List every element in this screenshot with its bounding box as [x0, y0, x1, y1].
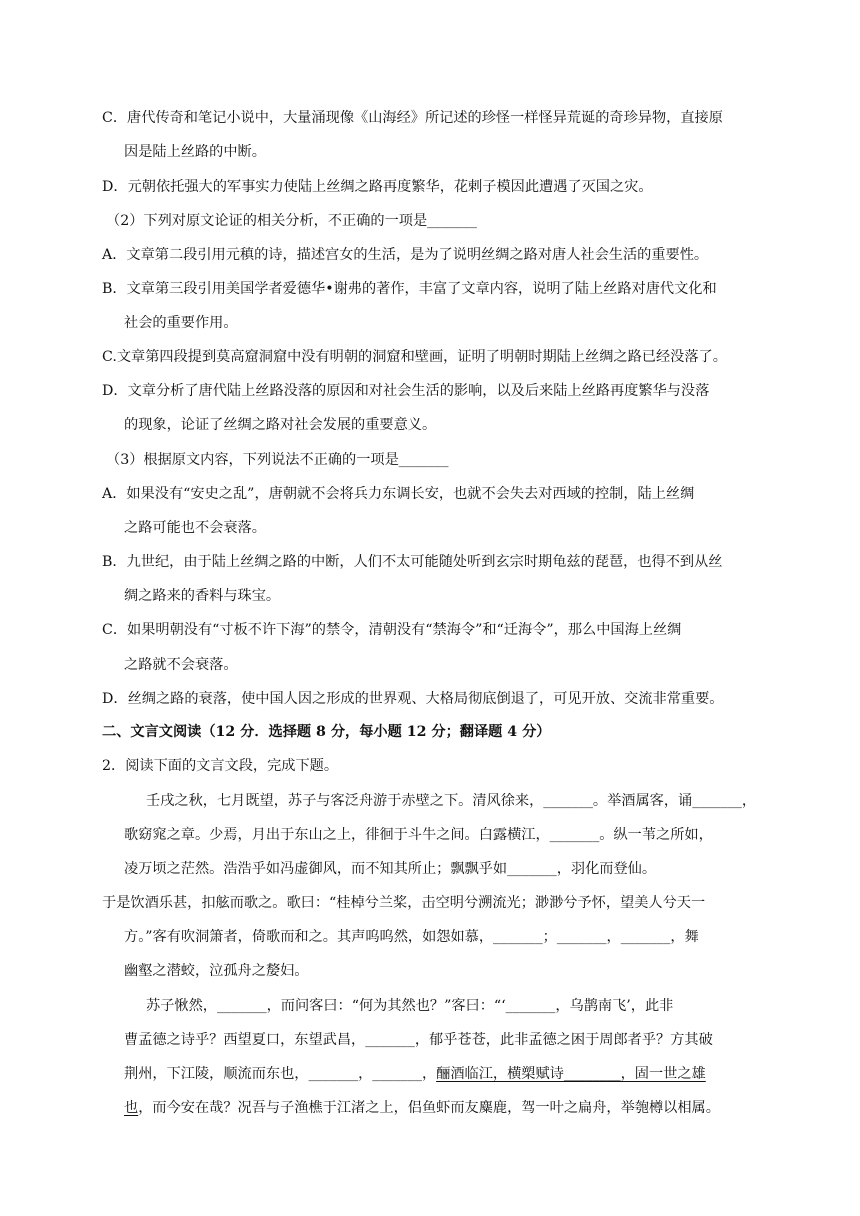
passage-p2-line2: 方。”客有吹洞箫者，倚歌而和之。其声呜呜然，如怨如慕，_______；_______，_______，舞 [124, 929, 699, 945]
passage-p3-line3-text: 荆州，下江陵，顺流而东也，_______，_______， [124, 1066, 437, 1082]
section-heading: 二、文言文阅读（12 分．选择题 8 分，每小题 12 分；翻译题 4 分） [102, 724, 551, 740]
q3-option-b-line2: 绸之路来的香料与珠宝。 [124, 588, 281, 604]
passage-p3-line3 [124, 1064, 706, 1084]
q2-option-d-line1: D．文章分析了唐代陆上丝路没落的原因和对社会生活的影响，以及后来陆上丝路再度繁华与没落 [102, 383, 710, 399]
q2-option-b-line1: B．文章第三段引用美国学者爱德华•谢弗的著作，丰富了文章内容，说明了陆上丝路对唐代文化和 [102, 281, 717, 297]
q1-option-d: D．元朝依托强大的军事实力使陆上丝绸之路再度繁华，花剌子模因此遭遇了灭国之灾。 [102, 179, 653, 195]
q3-stem: （3）根据原文内容，下列说法不正确的一项是_______ [106, 452, 449, 468]
passage-p1-line2: 歌窈窕之章。少焉，月出于东山之上，徘徊于斗牛之间。白露横江，_______。纵一苇之所如， [124, 827, 713, 843]
passage-p1-line1-text: 壬戌之秋，七月既望，苏子与客泛舟游于赤壁之下。清风徐来，_______。举酒属客，诵 [146, 793, 693, 809]
q1-option-c-line2: 因是陆上丝路的中断。 [124, 144, 266, 160]
passage-p2-line3: 幽壑之潜蛟，泣孤舟之嫠妇。 [124, 963, 309, 979]
q3-option-b-line1: B．九世纪，由于陆上丝绸之路的中断，人们不太可能随处听到玄宗时期龟兹的琵琶，也得不到从丝 [102, 554, 723, 570]
underlined-sentence-end: 也 [124, 1100, 139, 1116]
q2-option-c: C.文章第四段提到莫高窟洞窟中没有明朝的洞窟和壁画，证明了明朝时期陆上丝绸之路已经没落了。 [102, 349, 727, 365]
q3-option-a-line1: A．如果没有“安史之乱”，唐朝就不会将兵力东调长安，也就不会失去对西域的控制，陆上丝绸 [102, 486, 695, 502]
q2-option-b-line2: 社会的重要作用。 [124, 315, 238, 331]
passage-p1-line3: 凌万顷之茫然。浩浩乎如冯虚御风，而不知其所止；飘飘乎如_______，羽化而登仙。 [124, 861, 657, 877]
passage-p2-line1: 于是饮酒乐甚，扣舷而歌之。歌曰：“桂棹兮兰桨，击空明兮溯流光；渺渺兮予怀，望美人兮天一 [102, 895, 706, 911]
underlined-sentence-part2: 一世之雄 [648, 1066, 706, 1082]
q2-option-a: A．文章第二段引用元稹的诗，描述宫女的生活，是为了说明丝绸之路对唐人社会生活的重要性。 [102, 247, 709, 263]
q2-option-d-line2: 的现象，论证了丝绸之路对社会发展的重要意义。 [124, 417, 437, 433]
q3-option-c-line1: C．如果明朝没有“寸板不许下海”的禁令，清朝没有“禁海令”和“迁海令”，那么中国海上丝绸 [102, 622, 682, 638]
passage-p3-line1: 苏子愀然，_______，而问客曰：“何为其然也？”客曰：“‘_______，乌鹊南飞’，此非 [146, 998, 674, 1014]
passage-p3-line4 [124, 1098, 720, 1118]
passage-p3-line4-text: ，而今安在哉？况吾与子渔樵于江渚之上，侣鱼虾而友麋鹿，驾一叶之扁舟，举匏樽以相属。 [138, 1100, 720, 1116]
q2-stem: （2）下列对原文论证的相关分析，不正确的一项是_______ [106, 213, 477, 229]
q1-option-c-line1: C．唐代传奇和笔记小说中，大量涌现像《山海经》所记述的珍怪一样怪异荒诞的奇珍异物，直接原 [102, 110, 723, 126]
passage-p1-line1 [146, 791, 756, 811]
q3-option-d: D．丝绸之路的衰落，使中国人因之形成的世界观、大格局彻底倒退了，可见开放、交流非常重要。 [102, 691, 724, 707]
q3-option-a-line2: 之路可能也不会衰落。 [124, 520, 266, 536]
passage-p3-line2: 曹孟德之诗乎？西望夏口，东望武昌，_______，郁乎苍苍，此非孟德之困于周郎者乎？方其破 [124, 1032, 713, 1048]
q3-option-c-line2: 之路就不会衰落。 [124, 657, 238, 673]
underlined-sentence-part1: 酾酒临江，横槊赋诗________，固 [436, 1066, 649, 1082]
passage-p1-line1-blank: _______， [692, 793, 757, 809]
question-intro: 2．阅读下面的文言文段，完成下题。 [102, 758, 339, 774]
